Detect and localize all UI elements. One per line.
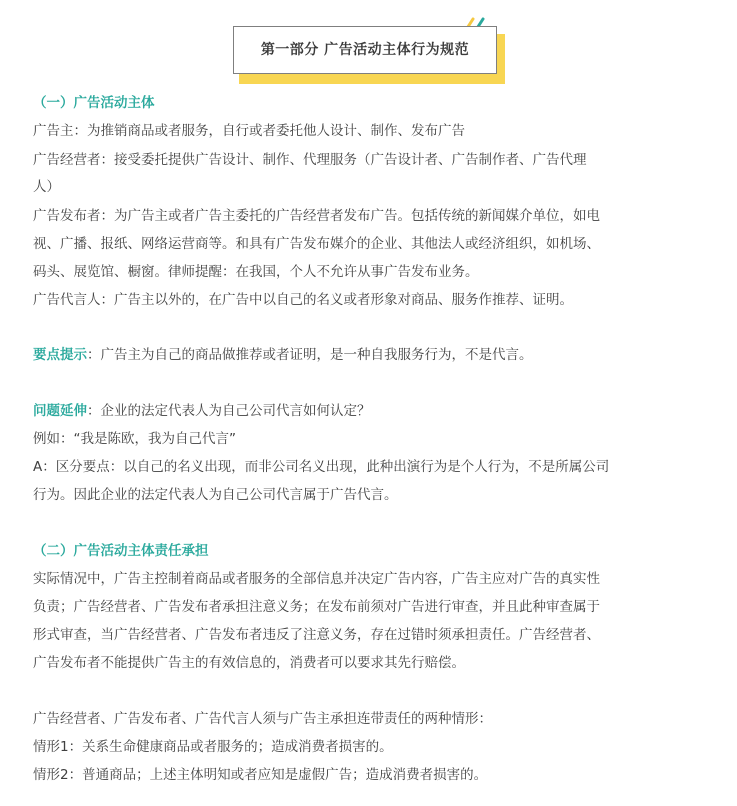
extension-label: 问题延伸 [33,403,87,419]
answer-line1: A：区分要点：以自己的名义出现，而非公司名义出现，此种出演行为是个人行为，不是所属公司 [33,459,610,475]
responsibility-para-line4: 广告发布者不能提供广告主的有效信息的，消费者可以要求其先行赔偿。 [33,655,465,671]
responsibility-para-line2: 负责；广告经营者、广告发布者承担注意义务；在发布前须对广告进行审查，并且此种审查属于 [33,599,600,615]
question-extension [33,401,713,421]
joint-liability-intro: 广告经营者、广告发布者、广告代言人须与广告主承担连带责任的两种情形： [33,711,492,727]
tip-label: 要点提示 [33,347,87,363]
operator-definition-line1: 广告经营者：接受委托提供广告设计、制作、代理服务（广告设计者、广告制作者、广告代理 [33,152,587,168]
section1-heading: （一）广告活动主体 [33,95,155,111]
tip-text: ：广告主为自己的商品做推荐或者证明，是一种自我服务行为，不是代言。 [87,347,533,363]
publisher-definition-line3: 码头、展览馆、橱窗。律师提醒：在我国，个人不允许从事广告发布业务。 [33,264,479,280]
operator-definition-line2: 人） [33,179,60,195]
responsibility-para-line3: 形式审查，当广告经营者、广告发布者违反了注意义务，存在过错时须承担责任。广告经营者、 [33,627,600,643]
key-point-tip [33,345,713,365]
answer-line2: 行为。因此企业的法定代表人为自己公司代言属于广告代言。 [33,487,398,503]
section-title-box [233,26,505,84]
spokesperson-definition: 广告代言人：广告主以外的，在广告中以自己的名义或者形象对商品、服务作推荐、证明。 [33,292,573,308]
responsibility-para-line1: 实际情况中，广告主控制着商品或者服务的全部信息并决定广告内容，广告主应对广告的真实性 [33,571,600,587]
case2-line: 情形2：普通商品；上述主体明知或者应知是虚假广告；造成消费者损害的。 [33,767,488,783]
publisher-definition-line2: 视、广播、报纸、网络运营商等。和具有广告发布媒介的企业、其他法人或经济组织，如机场、 [33,236,600,252]
extension-text: ：企业的法定代表人为自己公司代言如何认定？ [87,403,371,419]
advertiser-definition: 广告主：为推销商品或者服务，自行或者委托他人设计、制作、发布广告 [33,123,465,139]
section2-heading: （二）广告活动主体责任承担 [33,543,209,559]
publisher-definition-line1: 广告发布者：为广告主或者广告主委托的广告经营者发布广告。包括传统的新闻媒介单位，如电 [33,208,600,224]
page-title: 第一部分 广告活动主体行为规范 [260,42,470,58]
example-line: 例如：“我是陈欧，我为自己代言” [33,431,236,447]
case1-line: 情形1：关系生命健康商品或者服务的；造成消费者损害的。 [33,739,393,755]
